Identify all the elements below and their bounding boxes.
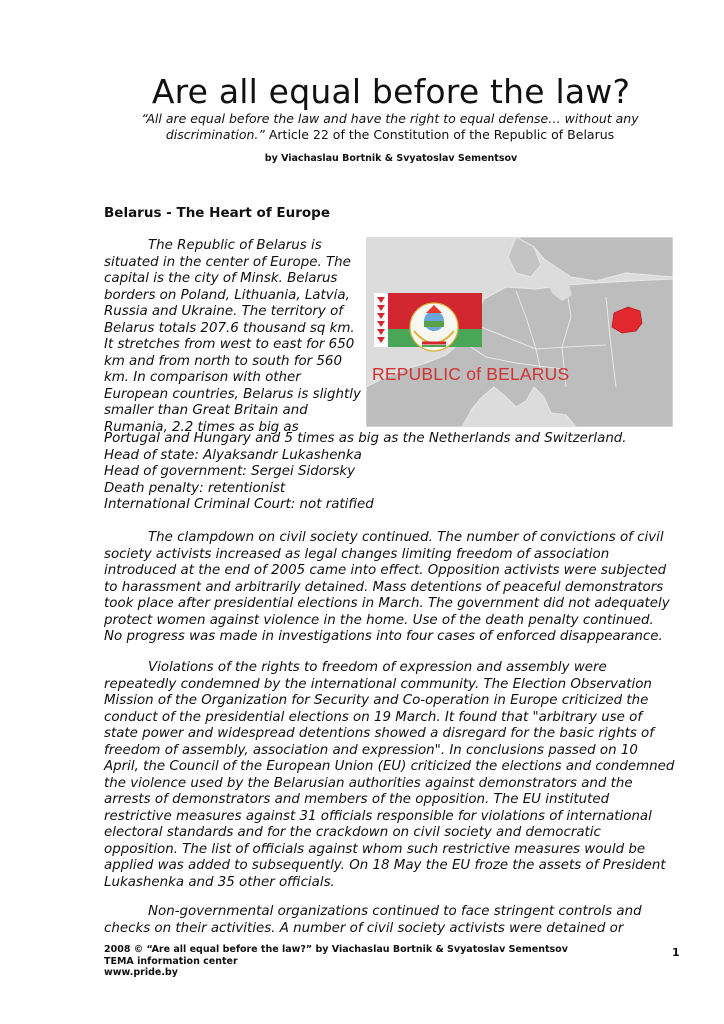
footer	[104, 944, 568, 979]
document-title: Are all equal before the law?	[151, 72, 631, 111]
head-of-state: Head of state: Alyaksandr Lukashenka	[104, 447, 362, 463]
paragraph-text: Non-governmental organizations continued to face stringent controls and checks on their activities. A number of civil society activists were detained or	[104, 904, 642, 936]
death-penalty: Death penalty: retentionist	[104, 480, 286, 496]
epigraph-quote: “All are equal before the law and have the right to equal defense… without any discrimination.”	[141, 111, 639, 142]
byline: by Viachaslau Bortnik & Svyatoslav Sementsov	[264, 153, 518, 164]
epigraph-source: Article 22 of the Constitution of the Republic of Belarus	[268, 127, 615, 142]
europe-map-image	[366, 237, 673, 427]
footer-organization: TEMA information center	[104, 955, 238, 967]
page-number: 1	[672, 946, 680, 959]
paragraph-text: Violations of the rights to freedom of expression and assembly were repeatedly condemned by the international community. The Election Observation Mission of the Organization for Security and Co-operation in Europe criticized the conduct of the presidential elections on 19 March. It found that "arbitrary use of state power and widespread detentions showed a disregard for the basic rights of freedom of assembly, association and expression". In conclusions passed on 10 April, the Council of the European Union (EU) criticized the elections and condemned the violence used by the Belarusian authorities against demonstrators and the arrests of demonstrators and members of the opposition. The EU instituted restrictive measures against 31 officials responsible for violations of international electoral standards and for the crackdown on civil society and democratic opposition. The list of officials against whom such restrictive measures would be applied was added to subsequently. On 18 May the EU froze the assets of President Lukashenka and 35 other officials.	[104, 660, 675, 890]
paragraph	[104, 530, 676, 646]
footer-copyright: 2008 © “Are all equal before the law?” by Viachaslau Bortnik & Svyatoslav Sementsov	[104, 944, 568, 955]
epigraph	[118, 111, 662, 143]
criminal-court: International Criminal Court: not ratified	[104, 497, 374, 512]
intro-line: Portugal and Hungary and 5 times as big as the Netherlands and Switzerland.	[104, 431, 627, 446]
intro-paragraph-text: The Republic of Belarus is situated in the center of Europe. The capital is the city of Minsk. Belarus borders on Poland, Lithuania, Latvia, Russia and Ukraine. The territory of Belarus totals 207.6 thousand sq km. It stretches from west to east for 650 km and from north to south for 560 km. In comparison with other European countries, Belarus is slightly smaller than Great Britain and Rumania, 2.2 times as big as	[104, 238, 361, 435]
paragraph	[104, 904, 676, 937]
intro-paragraph	[104, 238, 362, 436]
section-heading: Belarus - The Heart of Europe	[104, 205, 330, 221]
figure-caption: REPUBLIC of BELARUS	[372, 364, 570, 384]
intro-continuation	[104, 431, 684, 514]
footer-website: www.pride.by	[104, 967, 178, 978]
belarus-figure	[366, 237, 673, 427]
paragraph-text: The clampdown on civil society continued. The number of convictions of civil society activists increased as legal changes limiting freedom of association introduced at the end of 2005 came into effect. Opposition activists were subjected to harassment and arbitrarily detained. Mass detentions of peaceful demonstrators took place after presidential elections in March. The government did not adequately protect women against violence in the home. Use of the death penalty continued. No progress was made in investigations into four cases of enforced disappearance.	[104, 530, 670, 644]
paragraph	[104, 660, 676, 891]
head-of-government: Head of government: Sergei Sidorsky	[104, 464, 356, 479]
